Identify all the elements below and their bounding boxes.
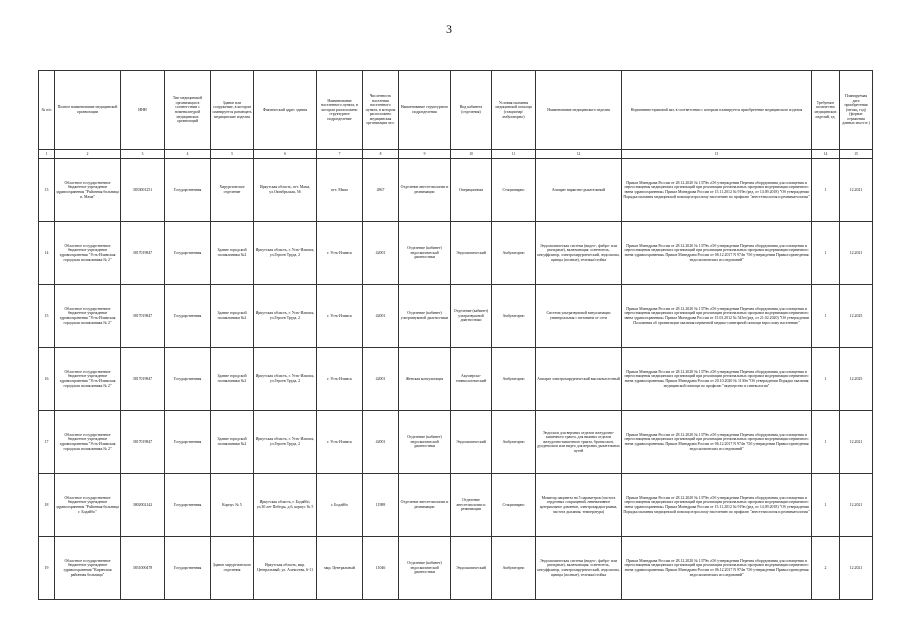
locality: мкр. Центральный — [317, 537, 363, 600]
header-cell: Численность населения населенного пункта, в котором расположено медицинская организация чел. — [363, 71, 399, 150]
population: 42001 — [363, 348, 399, 411]
building: Здание хирургического отделения — [211, 537, 254, 600]
column-number-row — [39, 150, 873, 159]
inn: 3817019847 — [121, 285, 165, 348]
structural-unit: Отделение (кабинет) эндоскопической диагностики — [399, 411, 451, 474]
inn: 3831000478 — [121, 537, 165, 600]
header-cell: Тип медицинской организации в соответствии с номенклатурой медицинских организаций — [165, 71, 211, 150]
address: Иркутская область, г. Усть-Илимск, ул.Героев Труда, 2 — [254, 285, 317, 348]
column-number: 10 — [451, 150, 492, 159]
building: Здание городской поликлиники №2 — [211, 348, 254, 411]
column-number: 11 — [492, 150, 536, 159]
cabinet-type: Операционная — [451, 159, 492, 222]
cabinet-type: Эндоскопический — [451, 222, 492, 285]
column-number: 8 — [363, 150, 399, 159]
column-number: 1 — [39, 150, 55, 159]
medical-device: Эндоскоп для верхних отделов желудочно-кишечного тракта, для нижних отделов желудочно-кишечного тракта, бронхоскоп, дуоденоскоп или видео для верхних дыхательных путей — [536, 411, 622, 474]
quantity: 1 — [812, 222, 840, 285]
legal-act: Приказ Минздрава России от 28.12.2020 № 1379н «Об утверждении Перечня оборудования для оснащения и переоснащения медицинских организаций при реализации региональных программ модернизации первичного звена здравоохранения» Приказ Минздрава России от 20.10.2020 № 1130н "Об утверждении Порядка оказания медицинской помощи по профилю "акушерство и гинекология" — [622, 348, 812, 411]
structural-unit: Отделение (кабинет) эндоскопической диагностики — [399, 537, 451, 600]
organization-type: Государственная — [165, 411, 211, 474]
column-number: 15 — [840, 150, 873, 159]
purchase-date: 12.2021 — [840, 411, 873, 474]
care-conditions: Амбулаторно — [492, 285, 536, 348]
quantity: 2 — [812, 537, 840, 600]
building: Здание городской поликлиники №2 — [211, 285, 254, 348]
organization-type: Государственная — [165, 537, 211, 600]
row-number: 16 — [39, 348, 55, 411]
medical-device: Аппарат наркозно-дыхательный — [536, 159, 622, 222]
table-row — [39, 222, 873, 285]
header-cell: Здание или сооружение, в котором планируется размещать медицинские изделия — [211, 71, 254, 150]
table-row — [39, 159, 873, 222]
header-row — [39, 71, 873, 150]
header-cell: Полное наименование медицинской организации — [55, 71, 121, 150]
column-number: 2 — [55, 150, 121, 159]
population: 42001 — [363, 222, 399, 285]
header-cell: Наименование медицинского изделия — [536, 71, 622, 150]
medical-device: Монитор пациента на 5 параметров (частота сердечных сокращений, неинвазивное артериальное давление, электрокардиограмма, частота дыхания, температура) — [536, 474, 622, 537]
cabinet-type: Отделение анестезиологии и реанимации — [451, 474, 492, 537]
page-number: 3 — [446, 22, 452, 36]
row-number: 15 — [39, 285, 55, 348]
organization-name: Областное государственное бюджетное учреждение здравоохранения "Усть-Илимская городская поликлиника № 2" — [55, 411, 121, 474]
locality: г. Усть-Илимск — [317, 411, 363, 474]
equipment-table — [38, 70, 873, 600]
column-number: 9 — [399, 150, 451, 159]
structural-unit: Отделение (кабинет) эндоскопической диагностики — [399, 222, 451, 285]
column-number: 13 — [622, 150, 812, 159]
legal-act: Приказ Минздрава России от 28.12.2020 № 1379н «Об утверждении Перечня оборудования для оснащения и переоснащения медицинских организаций при реализации региональных программ модернизации первичного звена здравоохранения» Приказ Минздрава России от 06.12.2017 N 974н "Об утверждении Правил проведения эндоскопических исследований" — [622, 222, 812, 285]
row-number: 19 — [39, 537, 55, 600]
quantity: 1 — [812, 474, 840, 537]
care-conditions: Амбулаторно — [492, 348, 536, 411]
organization-type: Государственная — [165, 474, 211, 537]
header-cell: ИНН — [121, 71, 165, 150]
population: 11046 — [363, 537, 399, 600]
organization-type: Государственная — [165, 348, 211, 411]
row-number: 14 — [39, 222, 55, 285]
population: 11988 — [363, 474, 399, 537]
legal-act: Приказ Минздрава России от 28.12.2020 № 1379н «Об утверждении Перечня оборудования для оснащения и переоснащения медицинских организаций при реализации региональных программ модернизации первичного звена здравоохранения» Приказ Минздрава России от 15.11.2012 № 919н (ред. от 14.09.2018) "Об утверждении Порядка оказания медицинской помощи взрослому населению по профилю "анестезиология и реаниматология" — [622, 474, 812, 537]
header-cell: № п/п — [39, 71, 55, 150]
row-number: 18 — [39, 474, 55, 537]
structural-unit: Отделение (кабинет) ультразвуковой диагностики — [399, 285, 451, 348]
column-number: 7 — [317, 150, 363, 159]
header-cell: Наименование населенного пункта, в котором расположено структурное подразделение — [317, 71, 363, 150]
population: 42001 — [363, 411, 399, 474]
column-number: 3 — [121, 150, 165, 159]
quantity: 1 — [812, 348, 840, 411]
address: Иркутская область, мкр. Центральный, ул. Алексеева, 6-11 — [254, 537, 317, 600]
cabinet-type: Отделение (кабинет) ультразвуковой диагностики — [451, 285, 492, 348]
locality: г. Усть-Илимск — [317, 348, 363, 411]
address: Иркутская область, г. Усть-Илимск, ул.Героев Труда, 2 — [254, 411, 317, 474]
table-row — [39, 348, 873, 411]
building: Здание городской поликлиники №2 — [211, 411, 254, 474]
structural-unit: Отделение анестезиологии и реанимации — [399, 474, 451, 537]
inn: 3817019847 — [121, 348, 165, 411]
purchase-date: 12.2021 — [840, 159, 873, 222]
care-conditions: Амбулаторно — [492, 411, 536, 474]
table-row — [39, 411, 873, 474]
organization-name: Областное государственное бюджетное учреждение здравоохранения "Районная больница п. Мама" — [55, 159, 121, 222]
population: 2867 — [363, 159, 399, 222]
header-cell: Фактический адрес здания — [254, 71, 317, 150]
locality: г. Бодайбо — [317, 474, 363, 537]
column-number: 12 — [536, 150, 622, 159]
legal-act: Приказ Минздрава России от 28.12.2020 № 1379н «Об утверждении Перечня оборудования для оснащения и переоснащения медицинских организаций при реализации региональных программ модернизации первичного звена здравоохранения» Приказ Минздрава России от 15.11.2012 № 919н (ред. от 14.09.2018) "Об утверждении Порядка оказания медицинской помощи взрослому населению по профилю "анестезиология и реаниматология" — [622, 159, 812, 222]
medical-device: Система ультразвуковой визуализации универсальная с питанием от сети — [536, 285, 622, 348]
organization-name: Областное государственное бюджетное учреждение здравоохранения "Усть-Илимская городская поликлиника № 2" — [55, 222, 121, 285]
organization-name: Областное государственное бюджетное учреждение здравоохранения "Киренская районная больница" — [55, 537, 121, 600]
column-number: 4 — [165, 150, 211, 159]
organization-name: Областное государственное бюджетное учреждение здравоохранения "Усть-Илимская городская поликлиника № 2" — [55, 285, 121, 348]
care-conditions: Стационарно — [492, 474, 536, 537]
medical-device: Аппарат электрохирургический высокочастотный — [536, 348, 622, 411]
cabinet-type: Эндоскопический — [451, 411, 492, 474]
quantity: 1 — [812, 411, 840, 474]
header-cell: Условия оказания медицинской помощи (стационар/амбулаторно) — [492, 71, 536, 150]
cabinet-type: Эндоскопический — [451, 537, 492, 600]
purchase-date: 12.2025 — [840, 285, 873, 348]
legal-act: Приказ Минздрава России от 28.12.2020 № 1379н «Об утверждении Перечня оборудования для оснащения и переоснащения медицинских организаций при реализации региональных программ модернизации первичного звена здравоохранения» Приказ Минздрава России от 06.12.2017 N 974н "Об утверждении Правил проведения эндоскопических исследований" — [622, 537, 812, 600]
care-conditions: Амбулаторно — [492, 222, 536, 285]
header-cell: Наименование структурного подразделения — [399, 71, 451, 150]
row-number: 13 — [39, 159, 55, 222]
population: 42001 — [363, 285, 399, 348]
quantity: 1 — [812, 159, 840, 222]
building: Здание городской поликлиники №2 — [211, 222, 254, 285]
legal-act: Приказ Минздрава России от 28.12.2020 № 1379н «Об утверждении Перечня оборудования для оснащения и переоснащения медицинских организаций при реализации региональных программ модернизации первичного звена здравоохранения» Приказ Минздрава России от 06.12.2017 N 974н "Об утверждении Правил проведения эндоскопических исследований" — [622, 411, 812, 474]
row-number: 17 — [39, 411, 55, 474]
organization-type: Государственная — [165, 222, 211, 285]
medical-device: Эндоскопическая система (видео-, фибро- или ригидные), включающая: осветитель, инсуффлятор, электрохирургический, эндоскопы, щипцы (полные), тележка/стойка — [536, 222, 622, 285]
locality: г. Усть-Илимск — [317, 222, 363, 285]
inn: 3817019847 — [121, 411, 165, 474]
structural-unit: Женская консультация — [399, 348, 451, 411]
cabinet-type: Акушерско-гинекологический — [451, 348, 492, 411]
header-cell: Нормативно-правовой акт, в соответствии с которым планируется приобретение медицинского изделия — [622, 71, 812, 150]
locality: г. Усть-Илимск — [317, 285, 363, 348]
structural-unit: Отделение анестезиологии и реанимации — [399, 159, 451, 222]
address: Иркутская область, г. Усть-Илимск, ул.Героев Труда, 2 — [254, 222, 317, 285]
inn: 3833001251 — [121, 159, 165, 222]
organization-type: Государственная — [165, 159, 211, 222]
inn: 3817019847 — [121, 222, 165, 285]
address: Иркутская область, г. Усть-Илимск, ул.Героев Труда, 2 — [254, 348, 317, 411]
organization-name: Областное государственное бюджетное учреждение здравоохранения "Районная больница г. Бодайбо" — [55, 474, 121, 537]
purchase-date: 12.2021 — [840, 474, 873, 537]
legal-act: Приказ Минздрава России от 28.12.2020 № 1379н «Об утверждении Перечня оборудования для оснащения и переоснащения медицинских организаций при реализации региональных программ модернизации первичного звена здравоохранения» Приказ Минздрава России от 15.03.2012 № 543н (ред. от 21.02.2020) "Об утверждении Положения об организации оказания первичной медико-санитарной помощи взрослому населению" — [622, 285, 812, 348]
table-row — [39, 537, 873, 600]
purchase-date: 12.2025 — [840, 348, 873, 411]
column-number: 14 — [812, 150, 840, 159]
table-row — [39, 474, 873, 537]
column-number: 5 — [211, 150, 254, 159]
care-conditions: Амбулаторно — [492, 537, 536, 600]
purchase-date: 12.2021 — [840, 222, 873, 285]
header-cell: Требуемое количество медицинских изделий, ед. — [812, 71, 840, 150]
purchase-date: 12.2021 — [840, 537, 873, 600]
column-number: 6 — [254, 150, 317, 159]
organization-name: Областное государственное бюджетное учреждение здравоохранения "Усть-Илимская городская поликлиника № 2" — [55, 348, 121, 411]
care-conditions: Стационарно — [492, 159, 536, 222]
inn: 3802002142 — [121, 474, 165, 537]
quantity: 1 — [812, 285, 840, 348]
address: Иркутская область, г. Бодайбо, ул.30 лет Победы, д.6, корпус № 5 — [254, 474, 317, 537]
header-cell: Вид кабинета (отделения) — [451, 71, 492, 150]
building: Корпус № 5 — [211, 474, 254, 537]
header-cell: Планируемая дата приобретения (месяц, год) (формат отражения данных мм.гггг.) — [840, 71, 873, 150]
locality: пгт. Мама — [317, 159, 363, 222]
organization-type: Государственная — [165, 285, 211, 348]
building: Хирургическое отделение — [211, 159, 254, 222]
table-row — [39, 285, 873, 348]
address: Иркутская область, пгт. Мама, ул.Октябрьская, 56 — [254, 159, 317, 222]
medical-device: Эндоскопическая система (видео-, фибро- или ригидные), включающая: осветитель, инсуффлятор, электрохирургический, эндоскопы, щипцы (полные), тележка/стойка — [536, 537, 622, 600]
